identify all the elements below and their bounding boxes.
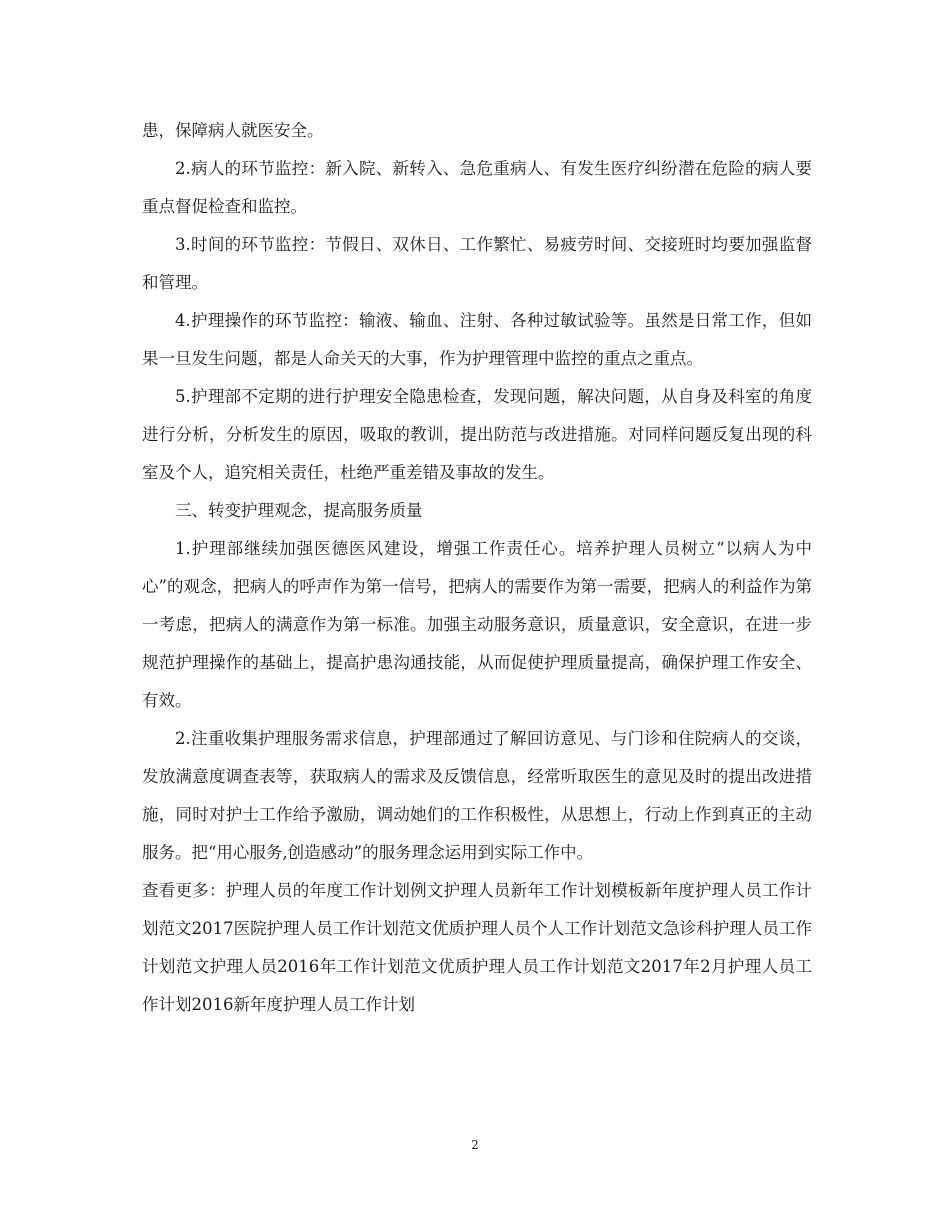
paragraph-feedback: 2.注重收集护理服务需求信息，护理部通过了解回访意见、与门诊和住院病人的交谈，发放满意度调查表等，获取病人的需求及反馈信息，经常听取医生的意见及时的提出改进措施，同时对护士工作给予激励，调动她们的工作积极性，从思想上，行动上作到真正的主动服务。把“用心服务,创造感动”的服务理念运用到实际工作中。 — [142, 729, 812, 862]
page-number: 2 — [471, 1138, 479, 1152]
paragraph-time-monitoring: 3.时间的环节监控：节假日、双休日、工作繁忙、易疲劳时间、交接班时均要加强监督和管理。 — [142, 235, 812, 292]
paragraph-operation-monitoring: 4.护理操作的环节监控：输液、输血、注射、各种过敏试验等。虽然是日常工作，但如果一旦发生问题，都是人命关天的大事，作为护理管理中监控的重点之重点。 — [142, 311, 812, 368]
paragraph-patient-monitoring: 2.病人的环节监控：新入院、新转入、急危重病人、有发生医疗纠纷潜在危险的病人要重点督促检查和监控。 — [142, 159, 812, 216]
related-links-text: 查看更多：护理人员的年度工作计划例文护理人员新年工作计划模板新年度护理人员工作计划范文2017医院护理人员工作计划范文优质护理人员个人工作计划范文急诊科护理人员工作计划范文护理人员2016年工作计划范文优质护理人员工作计划范文2017年2月护理人员工作计划2016新年度护理人员工作计划 — [142, 881, 812, 1014]
document-body — [142, 112, 812, 1024]
paragraph-continuation: 患，保障病人就医安全。 — [142, 121, 324, 140]
paragraph-ethics: 1.护理部继续加强医德医风建设，增强工作责任心。培养护理人员树立“以病人为中心”的观念，把病人的呼声作为第一信号，把病人的需要作为第一需要，把病人的利益作为第一考虑，把病人的满意作为第一标准。加强主动服务意识，质量意识，安全意识，在进一步规范护理操作的基础上，提高护患沟通技能，从而促使护理质量提高，确保护理工作安全、有效。 — [142, 539, 812, 710]
paragraph-safety-inspection: 5.护理部不定期的进行护理安全隐患检查，发现问题，解决问题，从自身及科室的角度进行分析，分析发生的原因，吸取的教训，提出防范与改进措施。对同样问题反复出现的科室及个人，追究相关责任，杜绝严重差错及事故的发生。 — [142, 387, 812, 482]
section-heading-3: 三、转变护理观念，提高服务质量 — [175, 501, 423, 520]
